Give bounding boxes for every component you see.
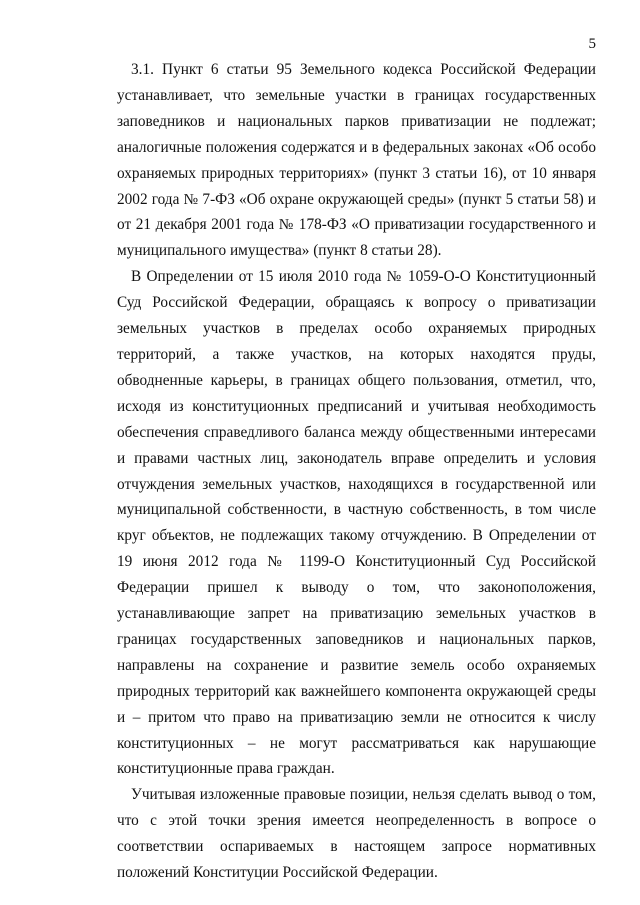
paragraph-1: 3.1. Пункт 6 статьи 95 Земельного кодекса Российской Федерации устанавливает, что земельные участки в границах государственных заповедников и национальных парков приватизации не подлежат; аналогичные положения содержатся и в федеральных законах «Об особо охраняемых природных территориях» (пункт 3 статьи 16), от 10 января 2002 года № 7-ФЗ «Об охране окружающей среды» (пункт 5 статьи 58) и от 21 декабря 2001 года № 178-ФЗ «О приватизации государственного и муниципального имущества» (пункт 8 статьи 28). <box>117 61 596 260</box>
page-number: 5 <box>588 36 596 52</box>
document-body <box>117 57 596 886</box>
paragraph-3: Учитывая изложенные правовые позиции, нельзя сделать вывод о том, что с этой точки зрения имеется неопределенность в вопросе о соответствии оспариваемых в настоящем запросе нормативных положений Конституции Российской Федерации. <box>117 786 596 882</box>
paragraph-2: В Определении от 15 июля 2010 года № 1059-О-О Конституционный Суд Российской Федерации, обращаясь к вопросу о приватизации земельных участков в пределах особо охраняемых природных территорий, а также участков, на которых находятся пруды, обводненные карьеры, в границах общего пользования, отметил, что, исходя из конституционных предписаний и учитывая необходимость обеспечения справедливого баланса между общественными интересами и правами частных лиц, законодатель вправе определить и условия отчуждения земельных участков, находящихся в государственной или муниципальной собственности, в частную собственность, в том числе круг объектов, не подлежащих такому отчуждению. В Определении от 19 июня 2012 года № 1199-О Конституционный Суд Российской Федерации пришел к выводу о том, что законоположения, устанавливающие запрет на приватизацию земельных участков в границах государственных заповедников и национальных парков, направлены на сохранение и развитие земель особо охраняемых природных территорий как важнейшего компонента окружающей среды и – притом что право на приватизацию земли не относится к числу конституционных – не могут рассматриваться как нарушающие конституционные права граждан. <box>117 268 596 778</box>
